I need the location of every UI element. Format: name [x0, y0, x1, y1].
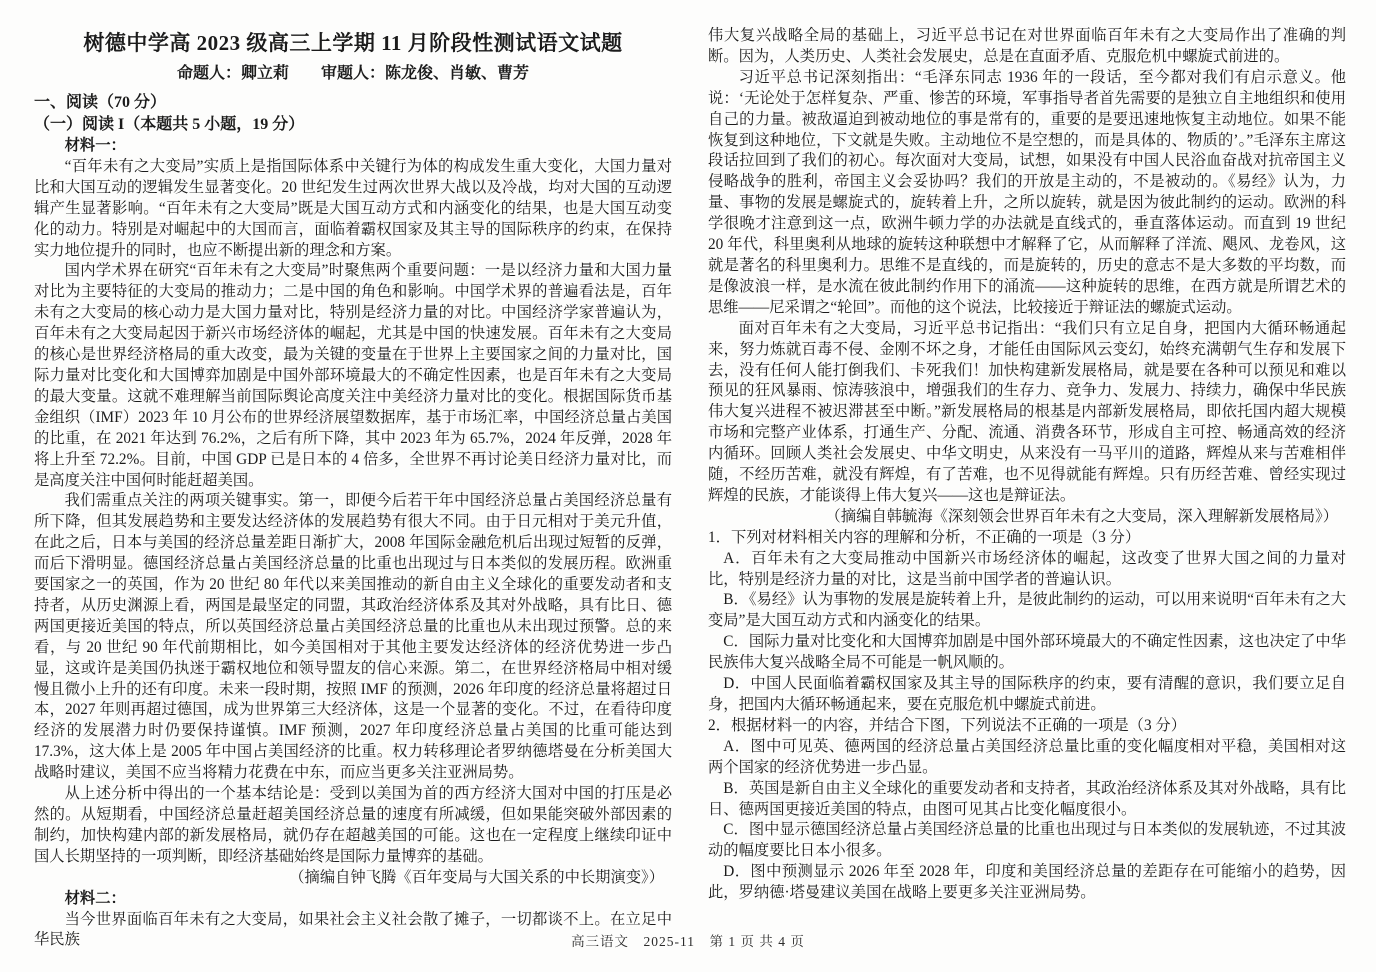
material2-paragraph-1-right: 伟大复兴战略全局的基础上，习近平总书记在对世界面临百年未有之大变局作出了准确的判断。因为，人类历史、人类社会发展史，总是在直面矛盾、克服危机中螺旋式前进的。 [708, 27, 1346, 65]
subsection-heading-reading1: （一）阅读 I（本题共 5 小题，19 分） [34, 116, 305, 133]
material2-paragraph-1-left: 当今世界面临百年未有之大变局，如果社会主义社会散了摊子，一切都谈不上。在立足中华民族 [34, 910, 672, 949]
question1-stem: 1．下列对材料相关内容的理解和分析，不正确的一项是（3 分） [708, 528, 1141, 546]
question1-option-a: A．百年未有之大变局推动中国新兴市场经济体的崛起，这改变了世界大国之间的力量对比，特别是经济力量的对比，这是当前中国学者的普遍认识。 [708, 549, 1346, 588]
question2-option-d: D．图中预测显示 2026 年至 2028 年，印度和美国经济总量的差距存在可能缩小的趋势，因此，罗纳德·塔曼建议美国在战略上要更多关注亚洲局势。 [708, 863, 1346, 902]
two-column-layout [34, 26, 1346, 951]
right-column [708, 26, 1346, 951]
question1-option-d: D．中国人民面临着霸权国家及其主导的国际秩序的约束，要有清醒的意识，我们要立足自身，把国内大循环畅通起来，要在克服危机中螺旋式前进。 [708, 675, 1346, 713]
material2-attribution: （摘编自韩毓海《深刻领会世界百年未有之大变局，深入理解新发展格局》） [825, 507, 1338, 525]
material2-paragraph-2: 习近平总书记深刻指出：“毛泽东同志 1936 年的一段话，至今都对我们有启示意义。他说：‘无论处于怎样复杂、严重、惨苦的环境，军事指导者首先需要的是独立自主地组织和使用自己的力量。被敌逼迫到被动地位的事是常有的，重要的是要迅速地恢复主动地位。如果不能恢复到这种地位，下文就是失败。主动地位不是空想的，而是具体的、物质的’。”毛泽东主席这段话拉回到了我们的初心。每次面对大变局，试想，如果没有中国人民浴血奋战对抗帝国主义侵略战争的胜利，帝国主义会妥协吗？我们的开放是主动的，不是被动的。《易经》认为，力量、事物的发展是螺旋式的，旋转着上升，之所以旋转，就是因为彼此制约的运动。欧洲的科学很晚才注意到这一点，欧洲牛顿力学的办法就是直线式的，垂直落体运动。而直到 19 世纪 20 年代，科里奥利从地球的旋转这种联想中才解释了它，从而解释了洋流、飓风、龙卷风，这就是著名的科里奥利力。思维不是直线的，而是旋转的，历史的意志不是大多数的平均数，而是像波浪一样，是水流在彼此制约作用下的涌流——这种旋转的思维，在西方就是所谓艺术的思维——尼采谓之“轮回”。而他的这个说法，比较接近于辩证法的螺旋式运动。 [708, 68, 1346, 316]
material1-paragraph-4: 从上述分析中得出的一个基本结论是：受到以美国为首的西方经济大国对中国的打压是必然的。从短期看，中国经济总量赶超美国经济总量的速度有所减缓，但如果能突破外部因素的制约，加快构建内部的新发展格局，就仍存在超越美国的可能。这也在一定程度上继续印证中国人长期坚持的一项判断，即经济基础始终是国际力量博弈的基础。 [34, 785, 672, 865]
question2-option-a: A．图中可见英、德两国的经济总量占美国经济总量比重的变化幅度相对平稳，美国相对这两个国家的经济优势进一步凸显。 [708, 737, 1346, 776]
page-footer: 高三语文 2025-11 第 1 页 共 4 页 [571, 934, 805, 949]
question1-option-c: C．国际力量对比变化和大国博弈加剧是中国外部环境最大的不确定性因素，这也决定了中华民族伟大复兴战略全局不可能是一帆风顺的。 [708, 633, 1346, 672]
material1-paragraph-2: 国内学术界在研究“百年未有之大变局”时聚焦两个重要问题：一是以经济力量和大国力量对比为主要特征的大变局的推动力；二是中国的角色和影响。中国学术界的普遍看法是，百年未有之大变局的核心动力是大国力量对比，特别是经济力量的对比。中国经济学家普遍认为，百年未有之大变局起因于新兴市场经济体的崛起，尤其是中国的快速发展。百年未有之大变局的核心是世界经济格局的重大改变，最为关键的变量在于世界上主要国家之间的力量对比，国际力量对比变化和大国博弈加剧是中国外部环境最大的不确定性因素，也是百年未有之大变局的最大变量。这就不难理解当前国际舆论高度关注中美经济力量对比的变化。根据国际货币基金组织（IMF）2023 年 10 月公布的世界经济展望数据库，基于市场汇率，中国经济总量占美国的比重，在 2021 年达到 76.2%，之后有所下降，其中 2023 年为 65.7%，2024 年反弹，2028 年将上升至 72.2%。目前，中国 GDP 已是日本的 4 倍多，全世界不再讨论美日经济力量对比，而是高度关注中国何时能赶超美国。 [34, 262, 672, 489]
question2-option-c: C．图中显示德国经济总量占美国经济总量的比重也出现过与日本类似的发展轨迹，不过其波动的幅度要比日本小很多。 [708, 821, 1346, 860]
byline: 命题人：卿立莉 审题人：陈龙俊、肖敏、曹芳 [176, 65, 529, 82]
material1-label: 材料一： [64, 137, 126, 154]
material2-paragraph-3: 面对百年未有之大变局，习近平总书记指出：“我们只有立足自身，把国内大循环畅通起来，努力炼就百毒不侵、金刚不坏之身，才能任由国际风云变幻，始终充满朝气生存和发展下去，没有任何人能打倒我们、卡死我们！加快构建新发展格局，就是要在各种可以预见和难以预见的狂风暴雨、惊涛骇浪中，增强我们的生存力、竞争力、发展力、持续力，确保中华民族伟大复兴进程不被迟滞甚至中断。”新发展格局的根基是内部新发展格局，即依托国内超大规模市场和完整产业体系，打通生产、分配、流通、消费各环节，形成自主可控、畅通高效的经济内循环。回顾人类社会发展史、中华文明史，从来没有一马平川的道路，辉煌从来与苦难相伴随，不经历苦难，就没有辉煌，有了苦难，也不见得就能有辉煌。只有历经苦难、曾经实现过辉煌的民族，才能谈得上伟大复兴——这也是辩证法。 [708, 319, 1346, 504]
material1-paragraph-3: 我们需重点关注的两项关键事实。第一，即便今后若干年中国经济总量占美国经济总量有所下降，但其发展趋势和主要发达经济体的发展趋势有很大不同。由于日元相对于美元升值，在此之后，日本与美国的经济总量差距日渐扩大，2008 年国际金融危机后出现过短暂的反弹，而后下滑明显。德国经济总量占美国经济总量的比重也出现过与日本类似的发展历程。欧洲重要国家之一的英国，作为 20 世纪 80 年代以来美国推动的新自由主义全球化的重要发动者和支持者，从历史渊源上看，两国是最坚定的同盟，其政治经济体系及其对外战略，具有比日、德两国更接近美国的特点，所以英国经济总量占美国经济总量的比重也从未出现过预警。总的来看，与 20 世纪 90 年代前期相比，如今美国相对于其他主要发达经济体的经济优势进一步凸显，这或许是美国仍执迷于霸权地位和领导盟友的信心来源。第二，在世界经济格局中相对缓慢且微小上升的还有印度。未来一段时期，按照 IMF 的预测，2026 年印度的经济总量将超过日本，2027 年则再超过德国，成为世界第三大经济体，这是一个显著的变化。不过，在看待印度经济的发展潜力时仍要保持谨慎。IMF 预测，2027 年印度经济总量占美国的比重可能达到 17.3%，这大体上是 2005 年中国占美国经济的比重。权力转移理论者罗纳德塔曼在分析美国大战略时建议，美国不应当将精力花费在中东，而应当更多关注亚洲局势。 [34, 492, 672, 782]
question2-option-b: B．英国是新自由主义全球化的重要发动者和支持者，其政治经济体系及其对外战略，具有比日、德两国更接近美国的特点，由图可见其占比变化幅度很小。 [708, 779, 1346, 818]
question2-stem: 2．根据材料一的内容，并结合下图，下列说法不正确的一项是（3 分） [708, 716, 1187, 734]
section-heading-reading: 一、阅读（70 分） [34, 94, 167, 111]
material2-label: 材料二： [64, 889, 126, 907]
question1-option-b: B．《易经》认为事物的发展是旋转着上升，是彼此制约的运动，可以用来说明“百年未有之大变局”是大国互动方式和内涵变化的结果。 [708, 591, 1346, 630]
left-column [34, 26, 672, 951]
material1-paragraph-1: “百年未有之大变局”实质上是指国际体系中关键行为体的构成发生重大变化，大国力量对比和大国互动的逻辑发生显著变化。20 世纪发生过两次世界大战以及冷战，均对大国的互动逻辑产生显著影响。“百年未有之大变局”既是大国互动方式和内涵变化的结果，也是大国互动变化的动力。特别是对崛起中的大国而言，面临着霸权国家及其主导的国际秩序的约束，在保持实力地位提升的同时，也应不断提出新的理念和方案。 [34, 157, 672, 259]
material1-attribution: （摘编自钟飞腾《百年变局与大国关系的中长期演变》） [289, 868, 664, 886]
page-title: 树德中学高 2023 级高三上学期 11 月阶段性测试语文试题 [83, 31, 623, 55]
